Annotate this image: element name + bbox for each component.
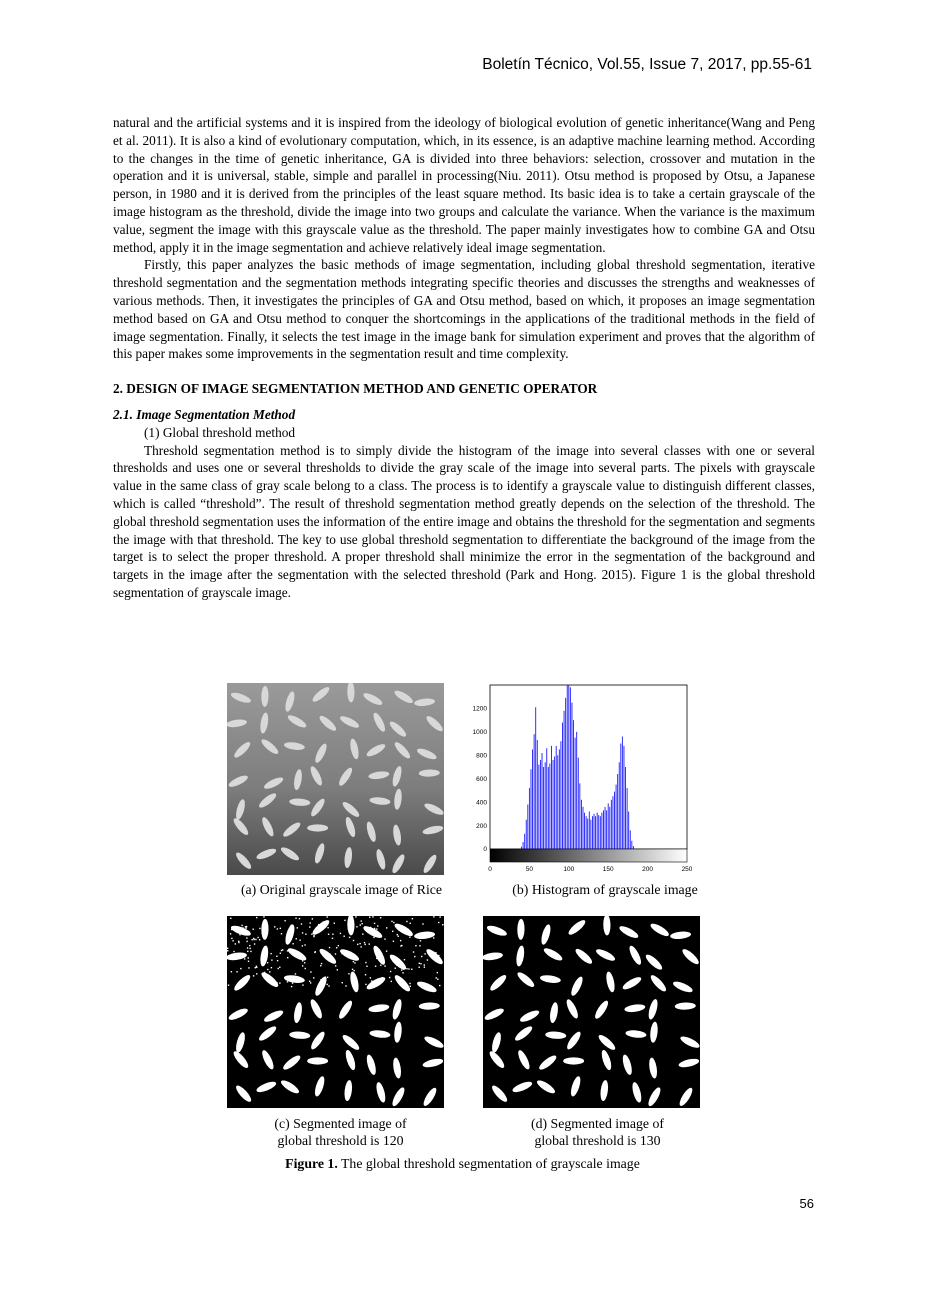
noise-speck [304,962,305,963]
noise-speck [246,941,247,942]
noise-speck [353,940,354,941]
noise-speck [371,980,372,981]
noise-speck [354,962,355,963]
noise-speck [313,977,314,978]
noise-speck [327,952,328,953]
noise-speck [295,981,296,982]
noise-speck [345,985,346,986]
noise-speck [356,926,357,927]
noise-speck [325,976,326,977]
noise-speck [298,952,299,953]
noise-speck [335,965,336,966]
noise-speck [386,927,387,928]
noise-speck [323,954,324,955]
noise-speck [347,952,348,953]
noise-speck [435,977,436,978]
rice-grain-segmented [307,1057,328,1064]
noise-speck [297,927,298,928]
rice-grain [307,824,328,831]
noise-speck [427,959,428,960]
noise-speck [315,951,316,952]
noise-speck [419,963,420,964]
y-tick-label: 1200 [472,705,487,713]
noise-speck [320,980,321,981]
noise-speck [238,942,239,943]
noise-speck [230,918,231,919]
noise-speck [340,933,341,934]
noise-speck [342,982,343,983]
noise-speck [255,939,256,940]
noise-speck [295,918,296,919]
noise-speck [415,945,416,946]
section-heading: 2. DESIGN OF IMAGE SEGMENTATION METHOD AND GENETIC OPERATOR [113,381,598,397]
noise-speck [328,934,329,935]
noise-speck [313,935,314,936]
noise-speck [407,928,408,929]
noise-speck [359,943,360,944]
noise-speck [287,950,288,951]
noise-speck [267,969,268,970]
noise-speck [376,958,377,959]
noise-speck [290,927,291,928]
histogram-chart [462,683,692,875]
noise-speck [292,982,293,983]
noise-speck [366,966,367,967]
noise-speck [403,969,404,970]
noise-speck [248,957,249,958]
noise-speck [246,931,247,932]
noise-speck [235,943,236,944]
noise-speck [276,956,277,957]
noise-speck [263,916,264,917]
noise-speck [327,927,328,928]
noise-speck [277,960,278,961]
noise-speck [295,973,296,974]
noise-speck [318,932,319,933]
list-item-global-threshold: (1) Global threshold method [144,424,296,440]
noise-speck [365,984,366,985]
grayscale-colorbar [490,849,687,862]
noise-speck [291,986,292,987]
noise-speck [348,956,349,957]
noise-speck [436,959,437,960]
noise-speck [351,931,352,932]
noise-speck [361,923,362,924]
noise-speck [355,916,356,917]
y-tick-label: 600 [476,775,487,783]
noise-speck [247,947,248,948]
noise-speck [248,931,249,932]
noise-speck [370,977,371,978]
noise-speck [401,925,402,926]
figure-1 [0,683,925,1183]
paragraph-3: Threshold segmentation method is to simply divide the histogram of the image into several classes with one or several thresholds and uses one or several thresholds to divide the gray scale of the image into several parts. The pixels with grayscale value in the same class of gray scale belong to a class. The process is to identify a grayscale value to distinguish different classes, which is called “threshold”. The result of threshold segmentation method greatly depends on the selection of the threshold. The global threshold segmentation uses the information of the entire image and obtains the threshold for the segmentation and segments the image with that threshold. The key to use global threshold segmentation to differentiate the background of the image from the target is to select the proper threshold. A proper threshold shall minimize the error in the segmentation of the background and targets in the image after the segmentation with the selected threshold (Park and Hong. 2015). Figure 1 is the global threshold segmentation of grayscale image. [113,442,815,600]
noise-speck [299,918,300,919]
noise-speck [392,931,393,932]
noise-speck [389,977,390,978]
noise-speck [253,929,254,930]
noise-speck [328,985,329,986]
noise-speck [352,969,353,970]
noise-speck [248,967,249,968]
noise-speck [386,950,387,951]
x-tick-label: 100 [563,866,575,873]
noise-speck [406,968,407,969]
noise-speck [353,970,354,971]
noise-speck [254,943,255,944]
noise-speck [242,927,243,928]
noise-speck [281,950,282,951]
noise-speck [412,918,413,919]
noise-speck [305,968,306,969]
noise-speck [349,937,350,938]
noise-speck [343,936,344,937]
noise-speck [396,965,397,966]
noise-speck [253,975,254,976]
noise-speck [377,925,378,926]
noise-speck [241,925,242,926]
rice-grayscale-image [227,683,444,875]
noise-speck [227,948,228,949]
running-header: Boletín Técnico, Vol.55, Issue 7, 2017, pp.55-61 [482,56,812,73]
noise-speck [270,953,271,954]
noise-speck [438,922,439,923]
figure-label: Figure 1. [285,1156,338,1171]
x-tick-label: 200 [642,866,654,873]
noise-speck [362,933,363,934]
noise-speck [253,938,254,939]
caption-c-line1: (c) Segmented image of [274,1116,407,1131]
noise-speck [413,951,414,952]
noise-speck [247,951,248,952]
noise-speck [424,964,425,965]
noise-speck [433,937,434,938]
noise-speck [442,924,443,925]
noise-speck [401,969,402,970]
x-tick-label: 50 [525,866,534,873]
noise-speck [239,934,240,935]
noise-speck [419,982,420,983]
noise-speck [299,939,300,940]
noise-speck [372,916,373,917]
caption-b: (b) Histogram of grayscale image [512,882,698,897]
noise-speck [318,924,319,925]
segmented-image-threshold-130 [483,916,700,1108]
y-tick-label: 0 [483,846,487,854]
noise-speck [249,948,250,949]
noise-speck [320,965,321,966]
noise-speck [355,984,356,985]
noise-speck [424,966,425,967]
noise-speck [230,933,231,934]
rice-grain-segmented [563,1057,584,1064]
noise-speck [244,958,245,959]
noise-speck [361,920,362,921]
noise-speck [259,928,260,929]
plot-area [490,685,687,849]
page-number: 56 [799,1196,814,1211]
noise-speck [404,959,405,960]
noise-speck [360,924,361,925]
noise-speck [429,932,430,933]
noise-speck [437,972,438,973]
figure-caption-text: The global threshold segmentation of grayscale image [337,1156,640,1171]
noise-speck [398,966,399,967]
noise-speck [409,923,410,924]
noise-speck [296,938,297,939]
noise-speck [438,955,439,956]
noise-speck [231,938,232,939]
paragraph-1: natural and the artificial systems and it is inspired from the ideology of biological evolution of genetic inheritance(Wang and Peng et al. 2011). It is also a kind of evolutionary computation, which, in its essence, is an adaptive machine learning method. According to the changes in the time of genetic inheritance, GA is divided into three behaviors: selection, crossover and mutation in the operation and it is universal, stable, simple and parallel in processing(Niu. 2011). Otsu method is proposed by Otsu, a Japanese person, in 1980 and it is derived from the principles of the least square method. Its basic idea is to take a certain grayscale of the image histogram as the threshold, divide the image into two groups and calculate the variance. When the variance is the maximum value, segment the image with this grayscale value as the threshold. The paper mainly investigates how to combine GA and Otsu method, apply it in the image segmentation and achieve relatively ideal image segmentation. [113,115,815,255]
caption-d [470,1115,725,1149]
noise-speck [304,944,305,945]
noise-speck [407,985,408,986]
noise-speck [326,984,327,985]
noise-speck [409,936,410,937]
noise-speck [249,945,250,946]
caption-a: (a) Original grayscale image of Rice [240,882,443,897]
x-tick-label: 150 [602,866,614,873]
noise-speck [279,967,280,968]
subsection-heading: 2.1. Image Segmentation Method [113,406,296,422]
noise-speck [281,933,282,934]
noise-speck [321,963,322,964]
noise-speck [335,953,336,954]
noise-speck [400,964,401,965]
noise-speck [282,949,283,950]
noise-speck [414,956,415,957]
noise-speck [312,918,313,919]
noise-speck [280,928,281,929]
noise-speck [271,967,272,968]
noise-speck [255,967,256,968]
noise-speck [302,960,303,961]
noise-speck [400,945,401,946]
caption-d-line2: global threshold is 130 [534,1133,661,1148]
noise-speck [248,961,249,962]
noise-speck [302,945,303,946]
segmented-image-threshold-120 [227,916,444,1108]
caption-c [213,1115,468,1149]
body-text [113,114,815,602]
noise-speck [338,945,339,946]
noise-speck [341,953,342,954]
noise-speck [365,962,366,963]
noise-speck [374,981,375,982]
noise-speck [264,972,265,973]
noise-speck [302,984,303,985]
noise-speck [380,965,381,966]
noise-speck [365,974,366,975]
noise-speck [418,967,419,968]
noise-speck [364,942,365,943]
noise-speck [309,981,310,982]
noise-speck [279,982,280,983]
noise-speck [337,969,338,970]
noise-speck [400,940,401,941]
noise-speck [311,933,312,934]
noise-speck [391,921,392,922]
noise-speck [357,944,358,945]
noise-speck [344,920,345,921]
noise-speck [410,986,411,987]
noise-speck [422,923,423,924]
noise-speck [259,939,260,940]
noise-speck [309,922,310,923]
noise-speck [245,927,246,928]
noise-speck [293,980,294,981]
noise-speck [398,980,399,981]
noise-speck [391,981,392,982]
y-tick-label: 1000 [472,729,487,737]
noise-speck [398,936,399,937]
noise-speck [287,957,288,958]
noise-speck [267,962,268,963]
noise-speck [424,953,425,954]
noise-speck [232,940,233,941]
noise-speck [375,966,376,967]
noise-speck [384,965,385,966]
noise-speck [274,926,275,927]
paragraph-2: Firstly, this paper analyzes the basic methods of image segmentation, including global threshold segmentation, iterative threshold segmentation and the segmentation methods integrating specific theories and discusses the strengths and weaknesses of various methods. Then, it investigates the principles of GA and Otsu method, based on which, it proposes an image segmentation method based on GA and Otsu method to conquer the shortcomings in the applications of the traditional methods in the field of image segmentation. Finally, it selects the test image in the image bank for simulation experiment and proves that the algorithm of this paper makes some improvements in the segmentation result and time complexity. [113,257,815,362]
noise-speck [437,979,438,980]
noise-speck [302,932,303,933]
noise-speck [350,929,351,930]
noise-speck [421,956,422,957]
noise-speck [374,928,375,929]
noise-speck [227,950,228,951]
noise-speck [409,983,410,984]
noise-speck [369,943,370,944]
noise-speck [277,928,278,929]
noise-speck [439,916,440,917]
noise-speck [351,980,352,981]
noise-speck [329,953,330,954]
noise-speck [334,923,335,924]
y-tick-label: 400 [476,799,487,807]
noise-speck [332,938,333,939]
noise-speck [256,917,257,918]
noise-speck [263,929,264,930]
noise-speck [310,982,311,983]
noise-speck [373,937,374,938]
noise-speck [233,951,234,952]
noise-speck [315,932,316,933]
noise-speck [310,971,311,972]
noise-speck [284,920,285,921]
noise-speck [238,941,239,942]
noise-speck [256,973,257,974]
x-tick-label: 0 [488,866,492,873]
noise-speck [301,923,302,924]
noise-speck [236,971,237,972]
noise-speck [419,945,420,946]
noise-speck [364,944,365,945]
noise-speck [369,917,370,918]
noise-speck [302,965,303,966]
noise-speck [278,968,279,969]
noise-speck [329,947,330,948]
noise-speck [402,972,403,973]
noise-speck [246,937,247,938]
noise-speck [397,934,398,935]
noise-speck [276,982,277,983]
noise-speck [251,939,252,940]
noise-speck [320,979,321,980]
y-tick-label: 200 [476,822,487,830]
noise-speck [439,985,440,986]
noise-speck [287,981,288,982]
noise-speck [231,929,232,930]
noise-speck [382,977,383,978]
noise-speck [376,928,377,929]
caption-d-line1: (d) Segmented image of [531,1116,664,1131]
noise-speck [245,926,246,927]
noise-speck [336,947,337,948]
noise-speck [393,941,394,942]
noise-speck [291,925,292,926]
noise-speck [305,934,306,935]
noise-speck [384,938,385,939]
noise-speck [411,969,412,970]
noise-speck [327,977,328,978]
noise-speck [348,973,349,974]
noise-speck [269,971,270,972]
noise-speck [433,916,434,917]
noise-speck [292,943,293,944]
noise-speck [351,957,352,958]
noise-speck [287,941,288,942]
noise-speck [231,971,232,972]
noise-speck [233,955,234,956]
noise-speck [390,971,391,972]
noise-speck [240,968,241,969]
noise-speck [406,921,407,922]
noise-speck [364,926,365,927]
noise-speck [280,953,281,954]
noise-speck [435,952,436,953]
y-tick-label: 800 [476,752,487,760]
figure-caption [0,1156,925,1172]
noise-speck [393,922,394,923]
noise-speck [271,959,272,960]
noise-speck [361,946,362,947]
noise-speck [257,937,258,938]
noise-speck [420,963,421,964]
noise-speck [374,923,375,924]
noise-speck [309,926,310,927]
noise-speck [420,940,421,941]
noise-speck [250,951,251,952]
noise-speck [395,968,396,969]
noise-speck [408,968,409,969]
noise-speck [332,934,333,935]
noise-speck [256,966,257,967]
noise-speck [323,922,324,923]
caption-c-line2: global threshold is 120 [277,1133,404,1148]
noise-speck [228,984,229,985]
noise-speck [326,955,327,956]
noise-speck [353,961,354,962]
noise-speck [380,917,381,918]
x-tick-label: 250 [681,866,692,873]
noise-speck [370,927,371,928]
noise-speck [327,916,328,917]
